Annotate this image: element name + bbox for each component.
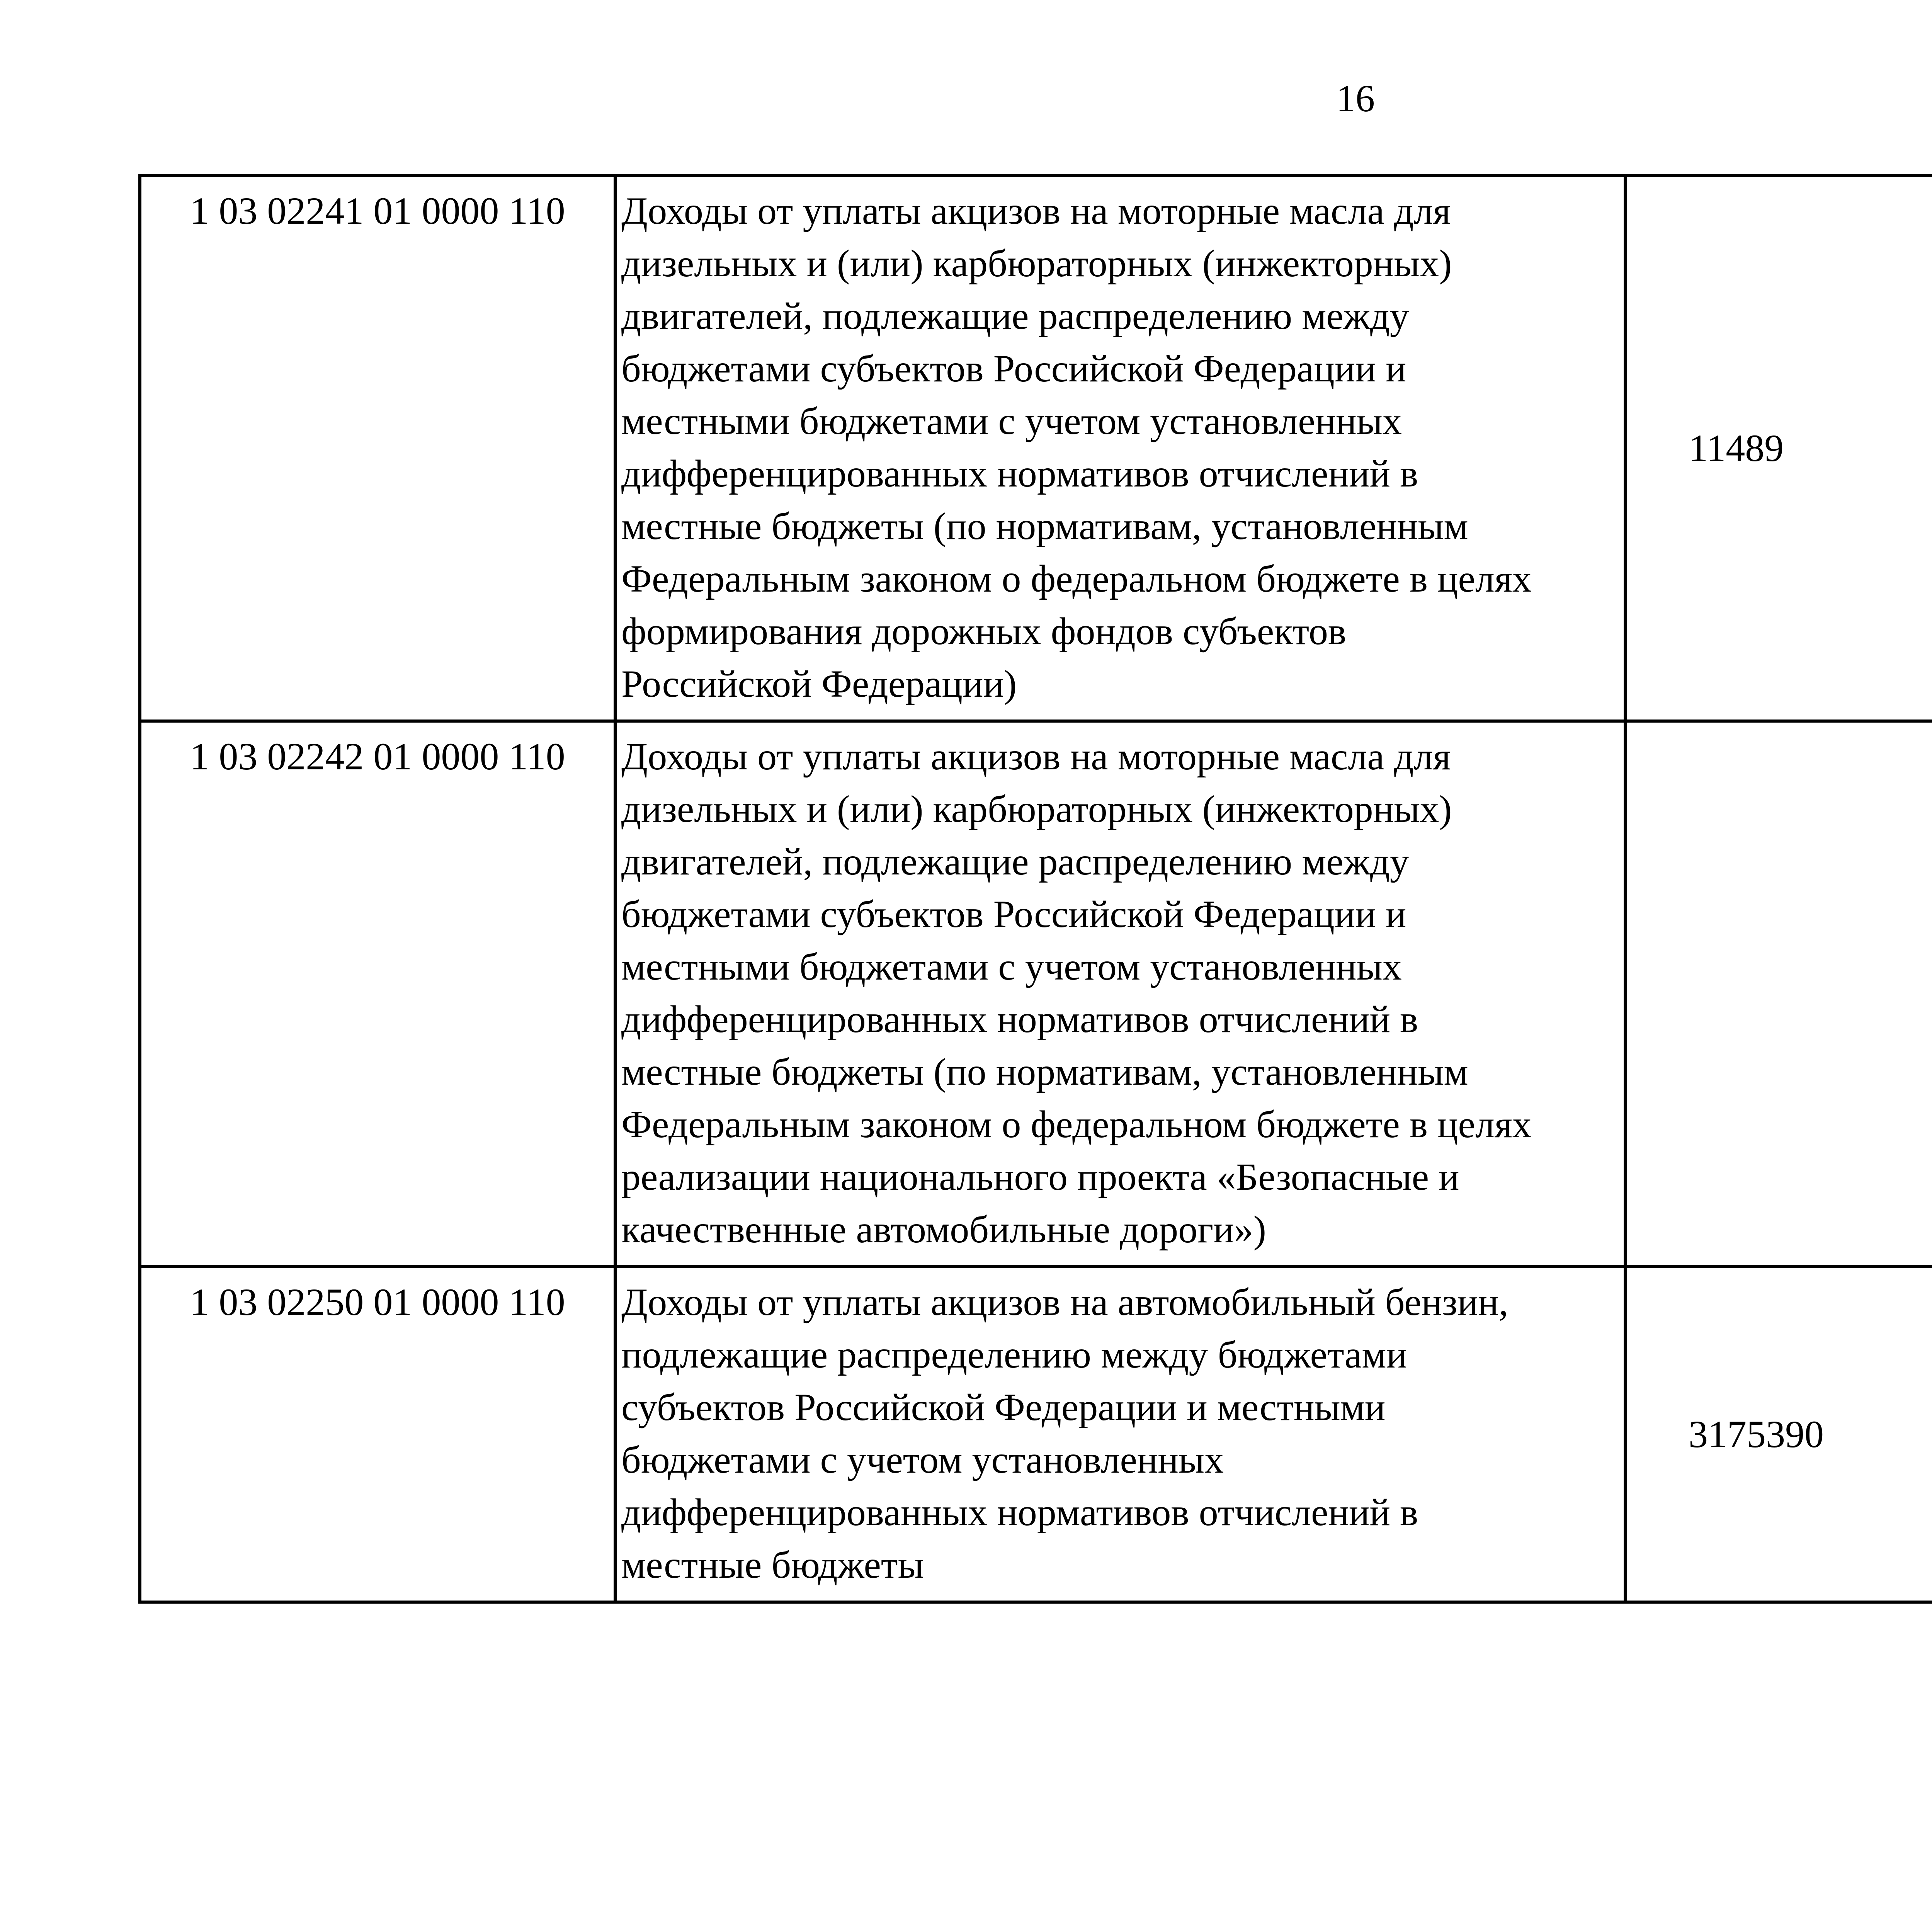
description-line: субъектов Российской Федерации и местными [621,1386,1386,1429]
table-row [140,1267,1932,1602]
description-line: Федеральным законом о федеральном бюджете в целях [621,1103,1532,1146]
description-line: дифференцированных нормативов отчислений в [621,1491,1418,1534]
description-line: качественные автомобильные дороги») [621,1208,1266,1251]
description-line: Российской Федерации) [621,662,1017,705]
description-line: местными бюджетами с учетом установленных [621,400,1402,442]
description-line: дифференцированных нормативов отчислений в [621,998,1418,1041]
description-line: местные бюджеты [621,1543,924,1586]
description-line: Доходы от уплаты акцизов на автомобильный бензин, [621,1281,1509,1323]
description-line: реализации национального проекта «Безопасные и [621,1155,1459,1198]
description-cell [615,721,1625,1267]
description-line: местные бюджеты (по нормативам, установленным [621,505,1468,548]
description-line: дизельных и (или) карбюраторных (инжекторных) [621,242,1452,285]
description-line: бюджетами субъектов Российской Федерации и [621,347,1406,390]
description-line: бюджетами субъектов Российской Федерации и [621,893,1406,936]
description-line: дифференцированных нормативов отчислений в [621,452,1418,495]
description-line: дизельных и (или) карбюраторных (инжекторных) [621,788,1452,830]
revenue-table [138,174,1932,1604]
description-cell [615,175,1625,721]
budget-code-cell: 1 03 02250 01 0000 110 [140,1267,615,1602]
description-line: бюджетами с учетом установленных [621,1438,1224,1481]
description-line: двигателей, подлежащие распределению между [621,294,1409,337]
description-line: местные бюджеты (по нормативам, установленным [621,1050,1468,1093]
table-row [140,175,1932,721]
budget-code-cell: 1 03 02242 01 0000 110 [140,721,615,1267]
table-row [140,721,1932,1267]
value-cell-year-1: 11489 [1625,175,1932,721]
value-cell-year-1: 3175390 [1625,1267,1932,1602]
description-line: Федеральным законом о федеральном бюджете в целях [621,557,1532,600]
description-line: двигателей, подлежащие распределению между [621,840,1409,883]
description-line: подлежащие распределению между бюджетами [621,1333,1407,1376]
description-line: формирования дорожных фондов субъектов [621,610,1347,653]
page-number: 16 [1336,77,1375,120]
value-cell-year-1 [1625,721,1932,1267]
description-line: Доходы от уплаты акцизов на моторные масла для [621,189,1451,232]
description-line: местными бюджетами с учетом установленных [621,945,1402,988]
description-cell [615,1267,1625,1602]
budget-code-cell: 1 03 02241 01 0000 110 [140,175,615,721]
description-line: Доходы от уплаты акцизов на моторные масла для [621,735,1451,778]
